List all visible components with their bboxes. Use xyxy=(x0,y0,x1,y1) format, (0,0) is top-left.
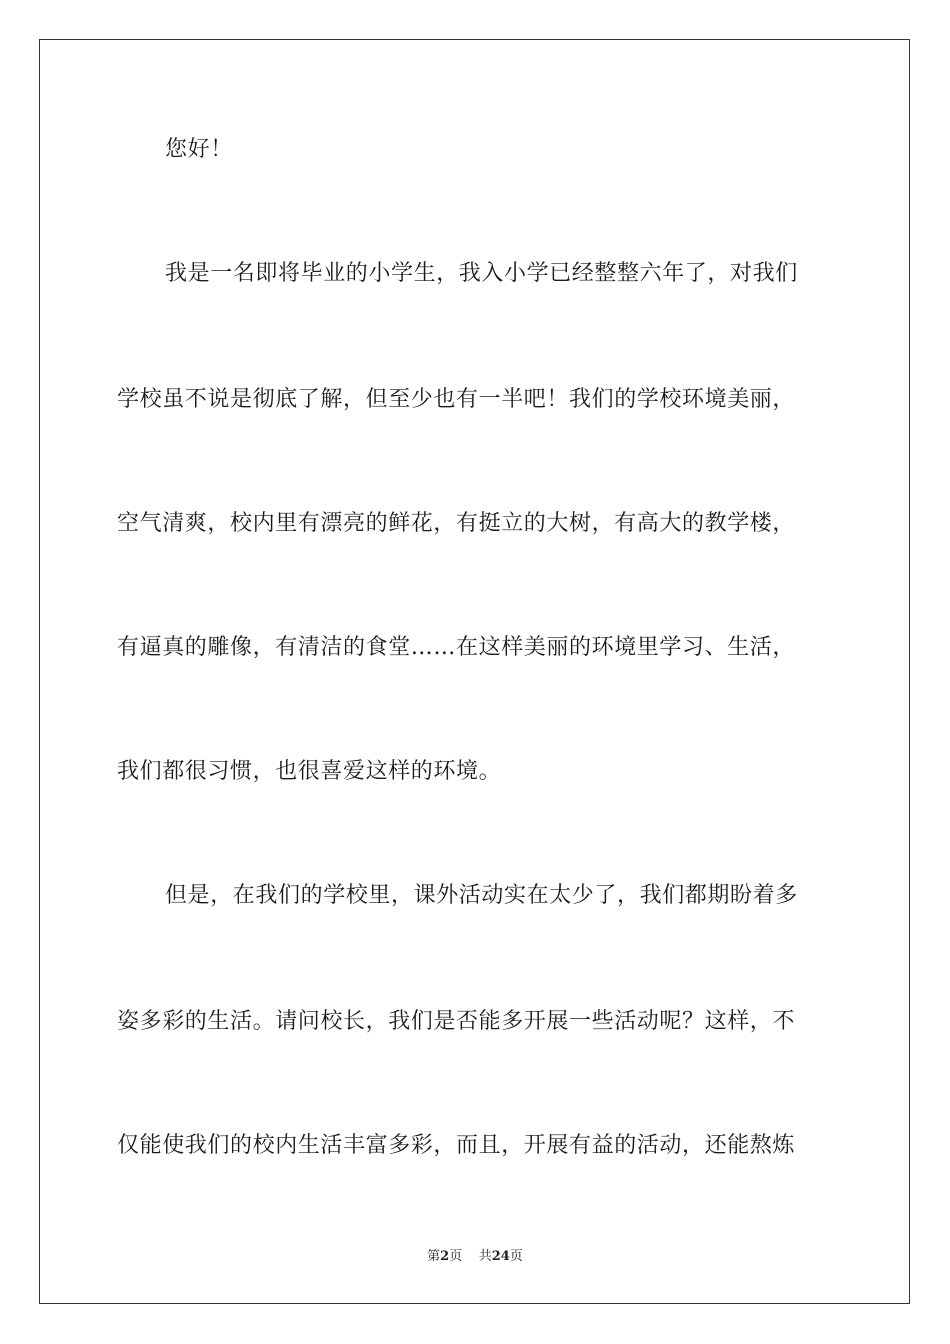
footer-total-pages: 24 xyxy=(491,1249,510,1264)
footer-page-suffix: 页 xyxy=(449,1249,463,1264)
paragraph-2-line-2: 姿多彩的生活。请问校长，我们是否能多开展一些活动呢？这样，不 xyxy=(117,1009,796,1034)
paragraph-1-line-2: 学校虽不说是彻底了解，但至少也有一半吧！我们的学校环境美丽， xyxy=(117,387,796,412)
footer-total-suffix: 页 xyxy=(509,1249,523,1264)
paragraph-1-line-5: 我们都很习惯，也很喜爱这样的环境。 xyxy=(117,759,502,784)
page-border xyxy=(39,39,910,1304)
footer-total-prefix: 共 xyxy=(478,1249,492,1264)
page-footer xyxy=(0,1248,950,1266)
footer-page-prefix: 第 xyxy=(427,1249,441,1264)
paragraph-1-line-3: 空气清爽，校内里有漂亮的鲜花，有挺立的大树，有高大的教学楼， xyxy=(117,511,796,536)
footer-page-number: 2 xyxy=(440,1249,450,1264)
paragraph-2-line-3: 仅能使我们的校内生活丰富多彩，而且，开展有益的活动，还能熬炼 xyxy=(117,1133,796,1158)
paragraph-1-line-4: 有逼真的雕像，有清洁的食堂……在这样美丽的环境里学习、生活， xyxy=(117,635,796,660)
paragraph-2-line-1: 但是，在我们的学校里，课外活动实在太少了，我们都期盼着多 xyxy=(165,883,798,908)
greeting-line: 您好！ xyxy=(165,137,233,162)
paragraph-1-line-1: 我是一名即将毕业的小学生，我入小学已经整整六年了，对我们 xyxy=(165,261,798,286)
